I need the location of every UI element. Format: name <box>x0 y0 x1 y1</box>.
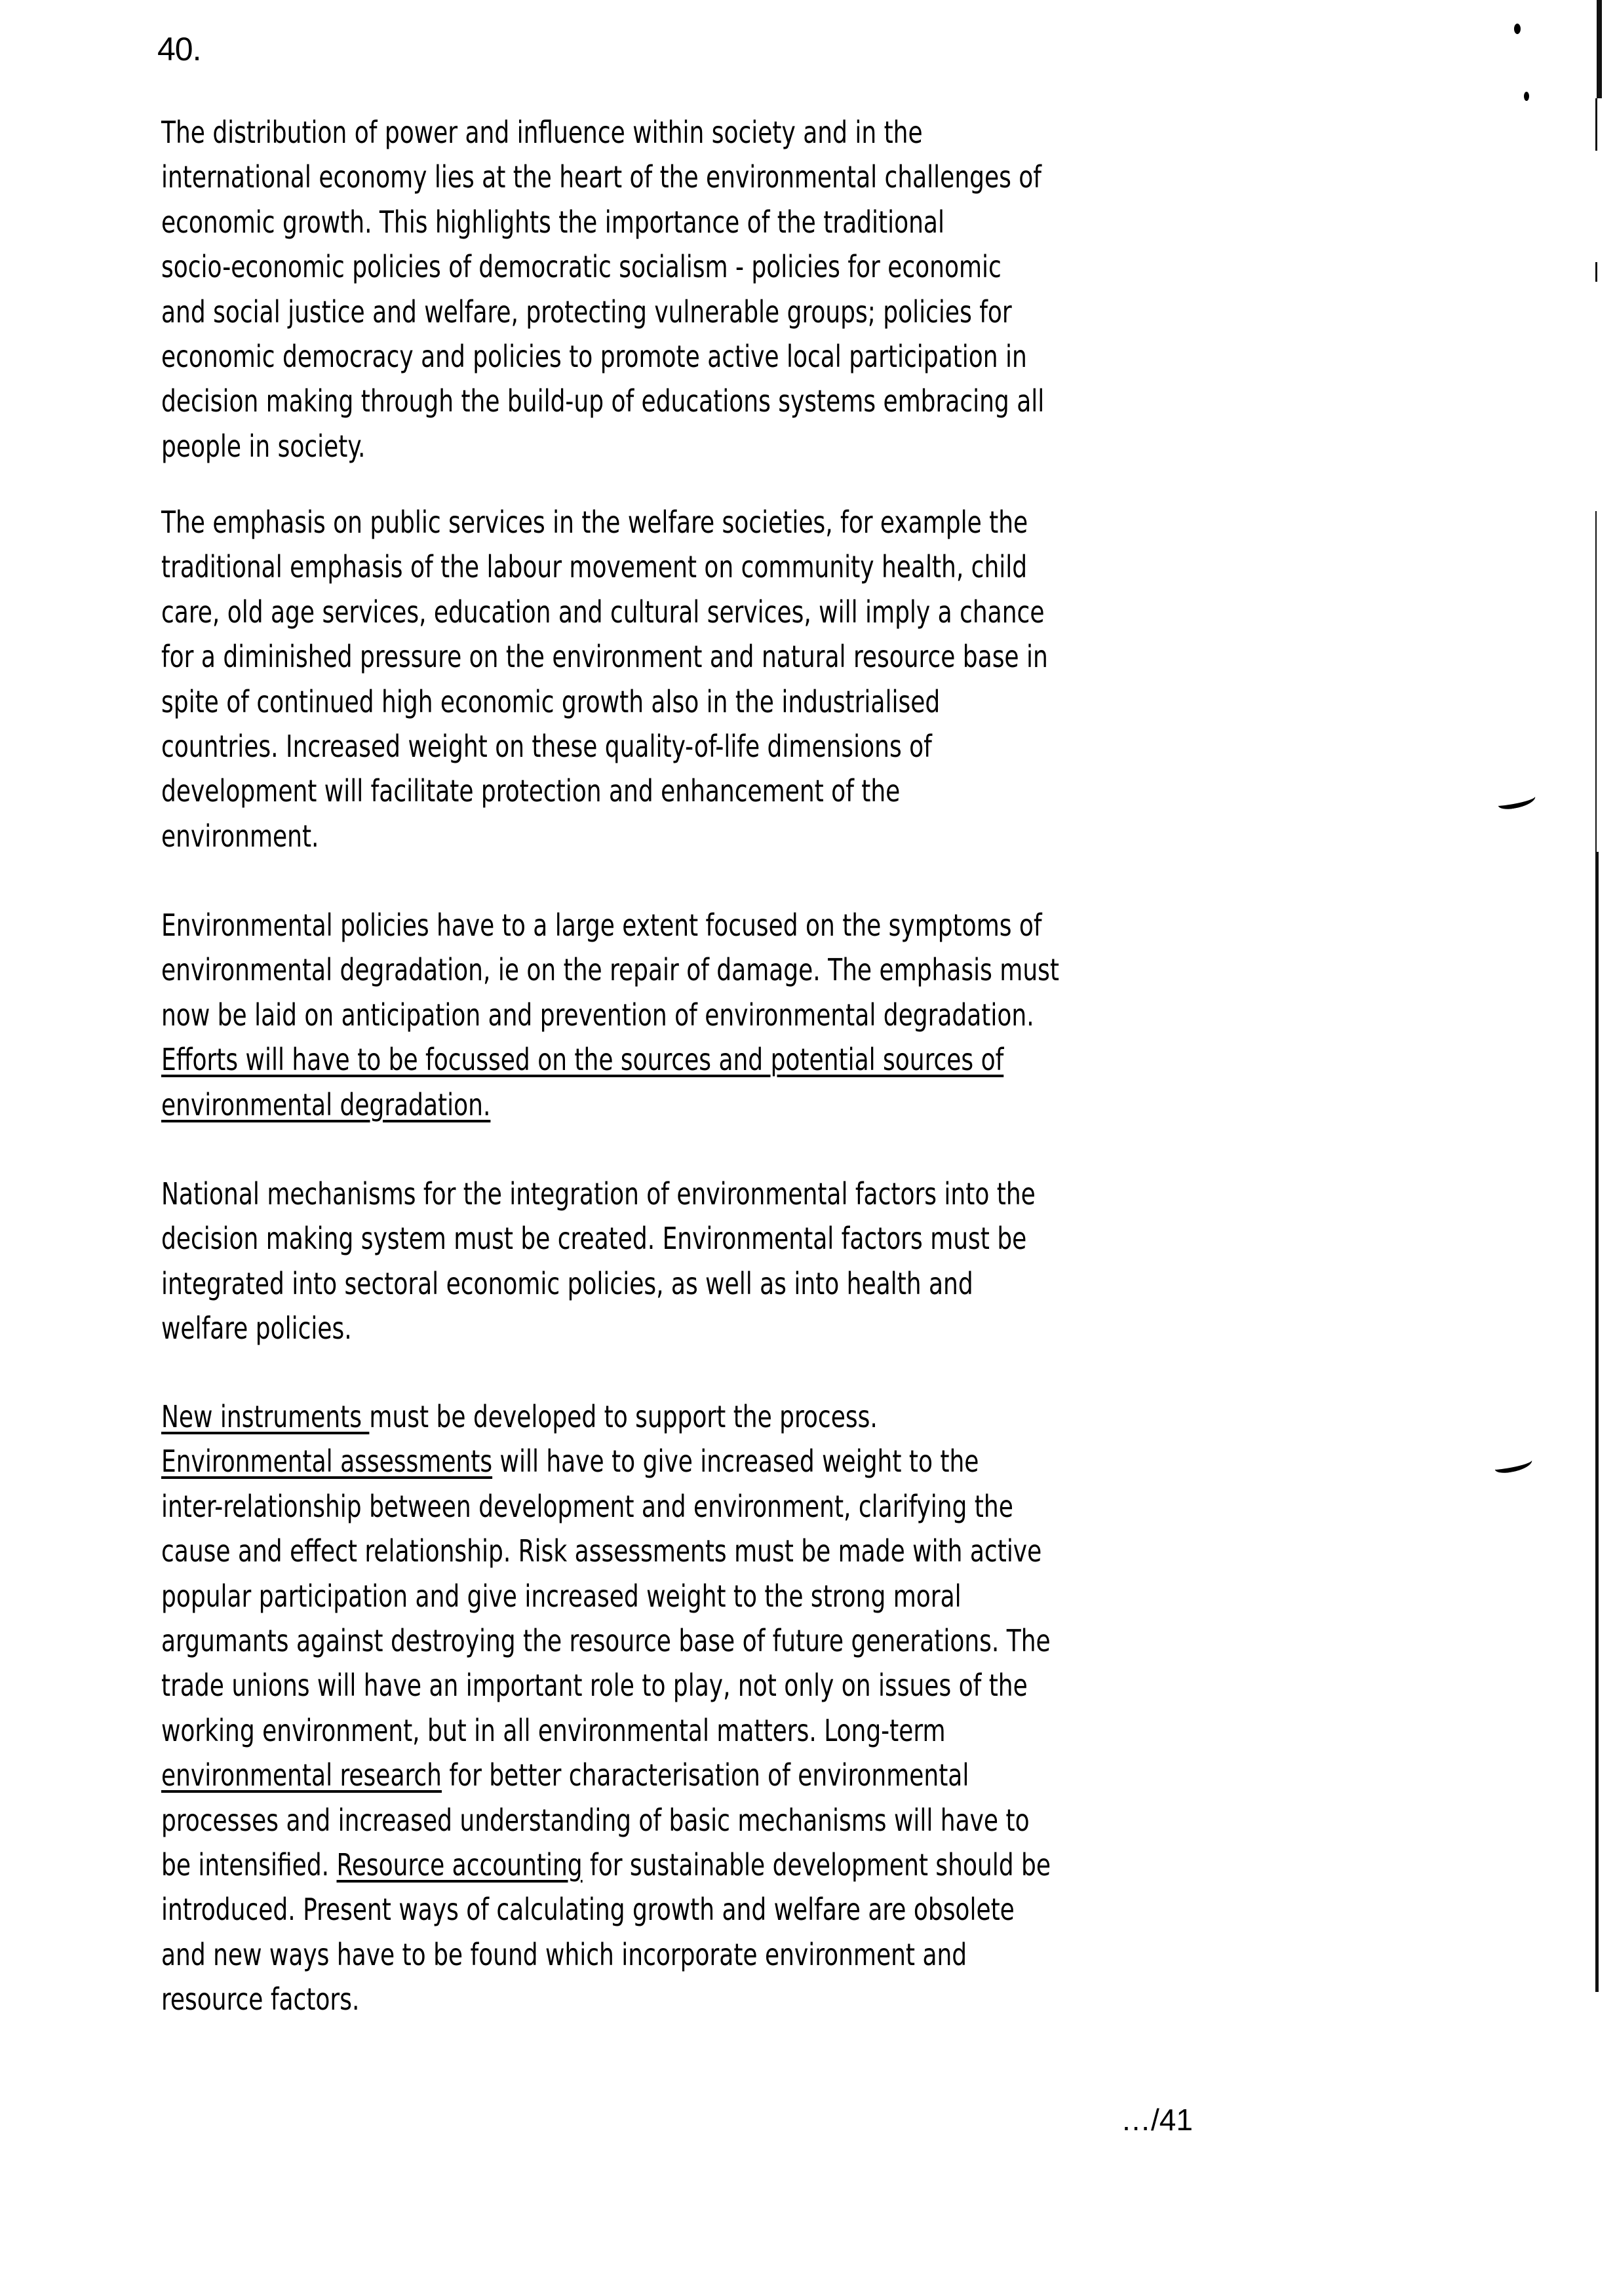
text-line <box>161 290 1210 334</box>
text-run: for a diminished pressure on the environment and natural resource base in <box>161 639 1048 675</box>
text-run: decision making through the build-up of educations systems embracing all <box>161 383 1045 419</box>
margin-dot-mark <box>1524 92 1529 101</box>
text-run: development will facilitate protection and enhancement of the <box>161 773 901 809</box>
text-line <box>161 1798 1210 1843</box>
text-line <box>161 724 1210 769</box>
text-line <box>161 1082 1210 1127</box>
paragraph <box>161 500 1210 858</box>
text-run: will have to give increased weight to the <box>492 1444 979 1480</box>
text-line <box>161 1394 1210 1439</box>
text-line <box>161 379 1210 423</box>
text-line <box>161 814 1210 858</box>
text-run: environment. <box>161 818 319 854</box>
text-run: for sustainable development should be <box>582 1846 1051 1883</box>
text-run: processes and increased understanding of basic mechanisms will have to <box>161 1802 1030 1838</box>
paragraph <box>161 110 1210 469</box>
text-run: environmental degradation, ie on the repair of damage. The emphasis must <box>161 952 1059 988</box>
text-run: traditional emphasis of the labour movement on community health, child <box>161 549 1028 585</box>
text-run: cause and effect relationship. Risk assessments must be made with active <box>161 1533 1042 1569</box>
text-run: now be laid on anticipation and prevention of environmental degradation. <box>161 997 1034 1033</box>
text-line <box>161 545 1210 589</box>
text-run: National mechanisms for the integration of environmental factors into the <box>161 1176 1036 1212</box>
text-line <box>161 1663 1210 1708</box>
text-run: inter-relationship between development and environment, clarifying the <box>161 1488 1013 1524</box>
text-run: spite of continued high economic growth also in the industrialised <box>161 683 941 719</box>
text-line <box>161 590 1210 634</box>
text-line <box>161 334 1210 379</box>
text-line <box>161 634 1210 679</box>
text-run: care, old age services, education and cultural services, will imply a chance <box>161 594 1045 630</box>
text-run: economic growth. This highlights the importance of the traditional <box>161 204 944 240</box>
text-line <box>161 1887 1210 1932</box>
text-run: trade unions will have an important role to play, not only on issues of the <box>161 1668 1028 1704</box>
margin-dot-mark <box>1514 24 1521 34</box>
text-run: economic democracy and policies to promote active local participation in <box>161 338 1027 374</box>
text-line <box>161 1484 1210 1529</box>
text-run: international economy lies at the heart of the environmental challenges of <box>161 159 1041 195</box>
margin-check-mark <box>1497 791 1537 811</box>
text-line <box>161 1753 1210 1797</box>
continuation-marker: …/41 <box>1121 2103 1193 2137</box>
text-line <box>161 110 1210 155</box>
text-run: and social justice and welfare, protecting vulnerable groups; policies for <box>161 294 1012 330</box>
text-line <box>161 1708 1210 1753</box>
text-line <box>161 993 1210 1037</box>
text-line <box>161 947 1210 992</box>
text-run: and new ways have to be found which incorporate environment and <box>161 1936 967 1972</box>
text-run: resource factors. <box>161 1981 360 2018</box>
text-line <box>161 679 1210 724</box>
text-line <box>161 1574 1210 1618</box>
text-line <box>161 1618 1210 1663</box>
scanned-binding-edge <box>1595 0 1602 2296</box>
underlined-text: Efforts will have to be focussed on the sources and potential sources of <box>161 1042 1004 1078</box>
text-run: for better characterisation of environmental <box>441 1757 969 1793</box>
text-run: must be developed to support the process. <box>369 1399 878 1434</box>
text-line <box>161 1216 1210 1261</box>
paragraph <box>161 1172 1210 1351</box>
underlined-text: Environmental assessments <box>161 1444 493 1480</box>
text-line <box>161 1172 1210 1216</box>
text-line <box>161 424 1210 469</box>
text-run: introduced. Present ways of calculating growth and welfare are obsolete <box>161 1892 1015 1928</box>
text-line <box>161 769 1210 813</box>
text-run: argumants against destroying the resource base of future generations. The <box>161 1622 1051 1658</box>
text-run: popular participation and give increased weight to the strong moral <box>161 1578 962 1614</box>
margin-check-mark <box>1494 1455 1534 1475</box>
underlined-text: Resource accounting <box>336 1846 583 1883</box>
text-line <box>161 244 1210 289</box>
text-line <box>161 903 1210 947</box>
text-run: working environment, but in all environmental matters. Long-term <box>161 1712 946 1748</box>
text-line <box>161 1306 1210 1350</box>
text-line <box>161 1932 1210 1977</box>
text-run: welfare policies. <box>161 1311 352 1347</box>
underlined-text: New instruments <box>161 1399 370 1434</box>
text-run: socio-economic policies of democratic socialism - policies for economic <box>161 249 1002 285</box>
text-run: people in society. <box>161 428 366 464</box>
paragraph <box>161 903 1210 1127</box>
text-run: integrated into sectoral economic policies, as well as into health and <box>161 1265 973 1301</box>
text-line <box>161 155 1210 199</box>
text-line <box>161 1529 1210 1573</box>
page-number: 40. <box>157 31 201 67</box>
text-line <box>161 1977 1210 2021</box>
text-run: countries. Increased weight on these quality-of-life dimensions of <box>161 728 932 764</box>
text-run: The distribution of power and influence within society and in the <box>161 115 923 150</box>
paragraph <box>161 1394 1210 2021</box>
text-run: be intensified. <box>161 1846 337 1883</box>
text-line <box>161 1843 1210 1887</box>
text-line <box>161 1261 1210 1306</box>
text-run: decision making system must be created. Environmental factors must be <box>161 1221 1027 1257</box>
underlined-text: environmental research <box>161 1757 442 1793</box>
underlined-text: environmental degradation. <box>161 1086 491 1122</box>
text-line <box>161 500 1210 545</box>
text-line <box>161 1439 1210 1483</box>
text-run: Environmental policies have to a large extent focused on the symptoms of <box>161 908 1042 943</box>
text-run: The emphasis on public services in the welfare societies, for example the <box>161 505 1028 540</box>
text-line <box>161 1037 1210 1082</box>
text-line <box>161 200 1210 244</box>
